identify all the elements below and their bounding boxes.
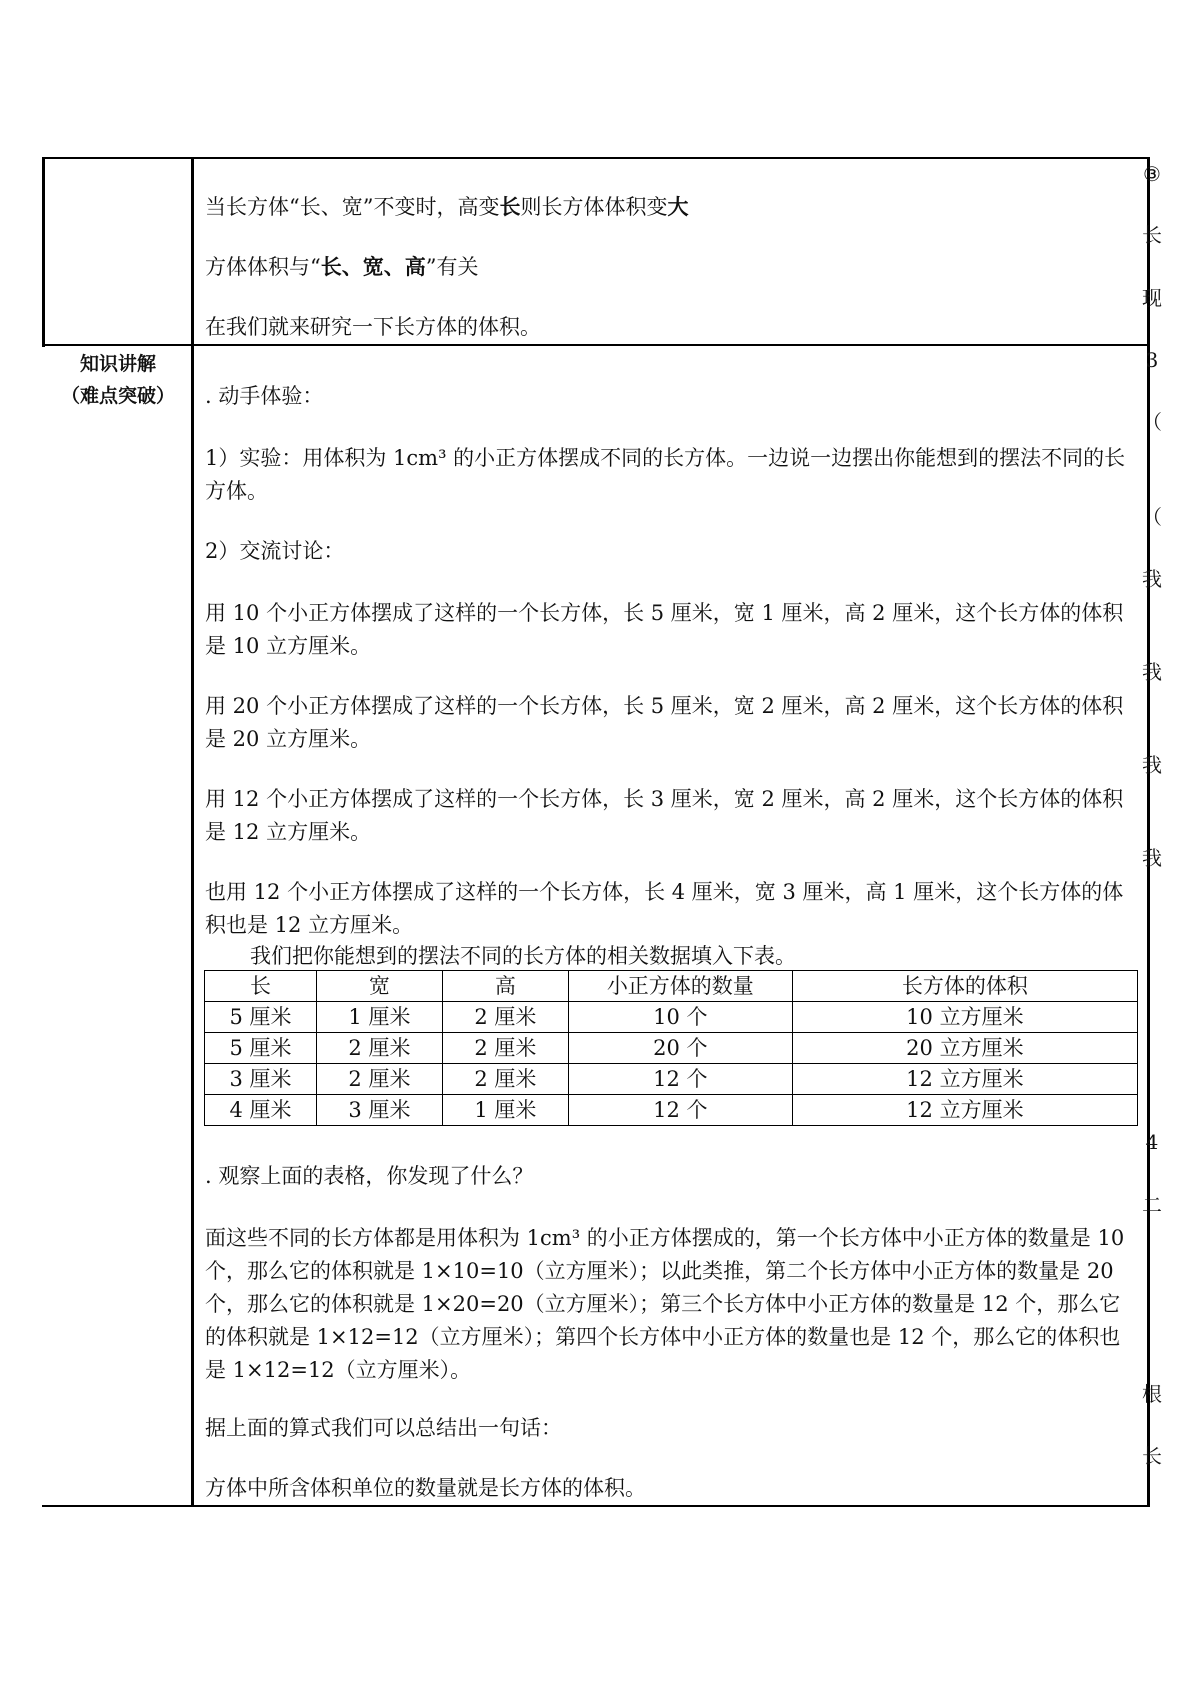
section-label-title: 知识讲解 [79, 353, 156, 375]
table-cell: 10 立方厘米 [792, 1002, 1137, 1033]
section-label [45, 348, 191, 412]
right-margin-glyph: 长 [1142, 1444, 1162, 1468]
table-cell: 12 立方厘米 [792, 1064, 1137, 1095]
right-margin-glyph: 根 [1142, 1382, 1162, 1406]
right-margin-glyph: 二 [1142, 1193, 1162, 1217]
table-cell: 12 立方厘米 [792, 1095, 1137, 1126]
table-cell: 2 厘米 [442, 1064, 568, 1095]
top-line-2: 方体体积与“长、宽、高”有关 [205, 254, 479, 279]
table-cell: 3 厘米 [316, 1095, 442, 1126]
table-border-bottom [42, 1505, 1150, 1507]
discussion-paragraph-4: 也用 12 个小正方体摆成了这样的一个长方体，长 4 厘米，宽 3 厘米，高 1 厘米，这个长方体的体积也是 12 立方厘米。 [205, 880, 1124, 937]
right-margin-glyph: 我 [1142, 660, 1162, 684]
table-header-cell: 长 [205, 971, 317, 1002]
table-border-middle [191, 157, 194, 1507]
experiment-step-2: 2）交流讨论： [205, 539, 345, 563]
experiment-step-1: 1）实验：用体积为 1cm³ 的小正方体摆成不同的长方体。一边说一边摆出你能想到的摆法不同的长方体。 [205, 446, 1126, 503]
table-cell: 20 个 [568, 1033, 792, 1064]
table-cell: 1 厘米 [316, 1002, 442, 1033]
table-cell: 20 立方厘米 [792, 1033, 1137, 1064]
table-cell: 5 厘米 [205, 1002, 317, 1033]
right-margin-glyph: 我 [1142, 567, 1162, 591]
table-row [205, 1095, 1138, 1126]
summary-statement: 方体中所含体积单位的数量就是长方体的体积。 [205, 1476, 646, 1500]
table-cell: 2 厘米 [442, 1033, 568, 1064]
table-border-left [42, 157, 45, 347]
discussion-paragraph-2: 用 20 个小正方体摆成了这样的一个长方体，长 5 厘米，宽 2 厘米，高 2 厘米，这个长方体的体积是 20 立方厘米。 [205, 694, 1124, 751]
right-margin-glyph: 4 [1145, 1130, 1159, 1154]
discussion-paragraph-1: 用 10 个小正方体摆成了这样的一个长方体，长 5 厘米，宽 1 厘米，高 2 厘米，这个长方体的体积是 10 立方厘米。 [205, 601, 1124, 658]
summary-intro: 据上面的算式我们可以总结出一句话： [205, 1416, 562, 1440]
table-cell: 4 厘米 [205, 1095, 317, 1126]
table-cell: 12 个 [568, 1064, 792, 1095]
table-header-cell: 高 [442, 971, 568, 1002]
table-row [205, 1064, 1138, 1095]
right-margin-glyph: （ [1142, 410, 1162, 434]
right-margin-glyph: 我 [1142, 846, 1162, 870]
top-line-1: 当长方体“长、宽”不变时，高变长则长方体体积变大 [205, 194, 689, 219]
table-cell: 10 个 [568, 1002, 792, 1033]
table-cell: 1 厘米 [442, 1095, 568, 1126]
table-header-cell: 长方体的体积 [792, 971, 1137, 1002]
table-row [205, 1002, 1138, 1033]
table-cell: 12 个 [568, 1095, 792, 1126]
right-margin-glyph: （ [1142, 505, 1162, 529]
table-cell: 5 厘米 [205, 1033, 317, 1064]
data-table [204, 970, 1138, 1126]
table-cell: 2 厘米 [316, 1033, 442, 1064]
table-header-cell: 小正方体的数量 [568, 971, 792, 1002]
table-cell: 2 厘米 [316, 1064, 442, 1095]
section-label-subtitle: （难点突破） [60, 385, 175, 407]
table-intro: 我们把你能想到的摆法不同的长方体的相关数据填入下表。 [250, 944, 796, 968]
table-header-row [205, 971, 1138, 1002]
right-margin-glyph: ③ [1143, 162, 1161, 186]
table-row [205, 1033, 1138, 1064]
observe-question: . 观察上面的表格，你发现了什么？ [205, 1164, 534, 1188]
table-border-top [42, 157, 1150, 159]
right-margin-glyph: 现 [1142, 286, 1162, 310]
table-cell: 3 厘米 [205, 1064, 317, 1095]
table-cell: 2 厘米 [442, 1002, 568, 1033]
row-divider [42, 344, 1150, 346]
table-header-cell: 宽 [316, 971, 442, 1002]
right-margin-glyph: 我 [1142, 753, 1162, 777]
top-line-3: 在我们就来研究一下长方体的体积。 [205, 315, 541, 339]
right-margin-glyph: 长 [1142, 223, 1162, 247]
main-heading: . 动手体验： [205, 384, 324, 408]
discussion-paragraph-3: 用 12 个小正方体摆成了这样的一个长方体，长 3 厘米，宽 2 厘米，高 2 厘米，这个长方体的体积是 12 立方厘米。 [205, 787, 1124, 844]
right-margin-glyph: 3 [1145, 348, 1159, 372]
analysis-paragraph: 面这些不同的长方体都是用体积为 1cm³ 的小正方体摆成的，第一个长方体中小正方体的数量是 10 个，那么它的体积就是 1×10=10（立方厘米）；以此类推，第二个长方体中小正方体的数量是 20 个，那么它的体积就是 1×20=20（立方厘米）；第三个长方体中小正方体的数量是 12 个，那么它的体积就是 1×12=12（立方厘米）；第四个长方体中小正方体的数量也是 12 个，那么它的体积也是 1×12=12（立方厘米）。 [205, 1226, 1125, 1382]
